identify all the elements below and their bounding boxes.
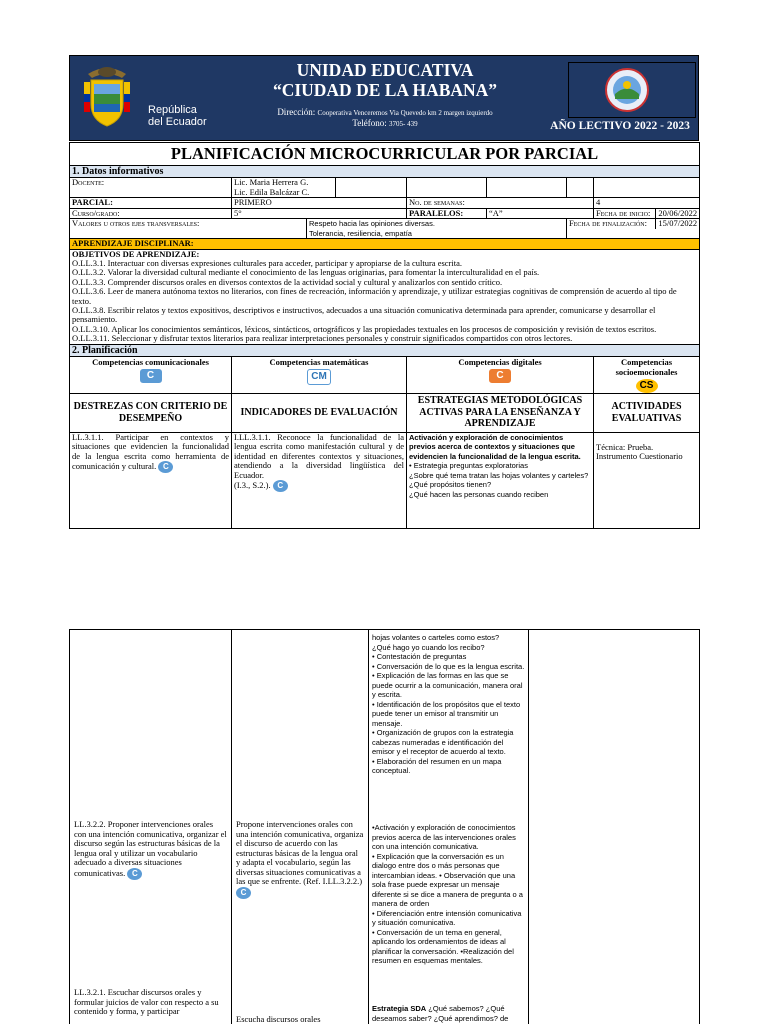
- semanas-value: 4: [594, 198, 700, 209]
- objetivo-item: O.LL.3.2. Valorar la diversidad cultural mediante el conocimiento de las lenguas originarias, para fomentar la interculturalidad en el país.: [72, 267, 540, 278]
- destrezas-column: [70, 630, 232, 1025]
- empty-cell: [487, 178, 567, 198]
- parcial-value: PRIMERO: [232, 198, 407, 209]
- valores-label: Valores u otros ejes transversales:: [70, 219, 307, 239]
- fecha-fin-value: 15/07/2022: [658, 218, 698, 228]
- fecha-fin-cell: [567, 219, 700, 239]
- fecha-inicio-value: 20/06/2022: [658, 207, 698, 218]
- docente-label: Docente:: [70, 178, 232, 198]
- competencia-c-icon: C: [127, 868, 142, 880]
- objetivo-item: O.LL.3.3. Comprender discursos orales en diversos contextos de la actividad social y cultural y analizarlos con sentido crítico.: [72, 276, 503, 287]
- actividades-column: [529, 630, 700, 1025]
- competencia-c-icon: C: [158, 461, 173, 473]
- fecha-inicio-cell: [594, 208, 700, 219]
- section-planificacion: 2. Planificación: [70, 344, 700, 356]
- school-year: AÑO LECTIVO 2022 - 2023: [550, 120, 690, 132]
- indicador-cell: I.LL.3.1.1. Reconoce la funcionalidad de la lengua escrita como manifestación cultural y de identidad en diferentes contextos y situaciones, atendiendo a la diversidad lingüística del Ecuador. (I.3., S.2.). C: [232, 432, 407, 528]
- plan-title: PLANIFICACIÓN MICROCURRICULAR POR PARCIAL: [70, 143, 700, 166]
- objetivo-item: O.LL.3.8. Escribir relatos y textos expositivos, descriptivos e instructivos, adecuados a una situación comunicativa determinada para aprender, comunicarse y desarrollar el pensamiento.: [72, 304, 656, 325]
- estrategias-cell: •Activación y exploración de conocimientos previos acerca de las intervenciones orales con una intención comunicativa. • Explicación que la conversación es un dialogo entre dos o más personas que intercambian ideas. • Observación que una sola frase puede expresar un mensaje diferente si se dice a manera de pregunta o a manera de orden • Diferenciación entre intensión comunicativa y situación comunicativa. • Conversación de un tema en general, aplicando los ordenamientos de ideas al planificar la conversación. •Realización del resumen en esquemas mentales.: [372, 823, 523, 965]
- header-estrategias: ESTRATEGIAS METODOLÓGICAS ACTIVAS PARA LA ENSEÑANZA Y APRENDIZAJE: [407, 393, 594, 432]
- competencia-cs-icon: CS: [636, 379, 658, 393]
- empty-cell: [594, 178, 700, 198]
- estrategias-cell: Activación y exploración de conocimientos previos acerca de contextos y situaciones que evidencien la funcionalidad de la lengua escrita. • Estrategia preguntas exploratorias ¿Sobre qué tema tratan las hojas volantes y carteles? ¿Qué propósitos tienen? ¿Qué hacen las personas cuando reciben: [407, 432, 594, 528]
- paralelos-label: PARALELOS:: [407, 208, 487, 219]
- planning-table-continued: [69, 629, 700, 1024]
- competencia-comunicacional: Competencias comunicacionales C: [70, 356, 232, 393]
- curso-label: Curso/grado:: [70, 208, 232, 219]
- school-name: UNIDAD EDUCATIVA “CIUDAD DE LA HABANA”: [272, 60, 498, 100]
- ecuador-coat-of-arms-icon: [82, 64, 132, 128]
- fecha-inicio-label: Fecha de inicio:: [594, 209, 656, 219]
- objetivo-item: O.LL.3.1. Interactuar con diversas expresiones culturales para acceder, participar y apropiarse de la cultura escrita.: [72, 257, 462, 268]
- valores-value: Respeto hacia las opiniones diversas. Tolerancia, resiliencia, empatía: [307, 219, 567, 239]
- destreza-cell: LL.3.1.1. Participar en contextos y situaciones que evidencien la funcionalidad de la lengua escrita como herramienta de comunicación y cultural. C: [70, 432, 232, 528]
- competencia-c-icon: C: [273, 480, 288, 492]
- competencia-c-icon: C: [140, 369, 162, 383]
- destreza-cell: LL.3.2.2. Proponer intervenciones orales con una intención comunicativa, organizar el discurso según las estructuras básicas de la lengua oral y utilizar un vocabulario adecuado a diversas situaciones comunicativas. C: [74, 819, 227, 878]
- section-datos-informativos: 1. Datos informativos: [70, 166, 700, 178]
- competencia-digital: Competencias digitales C: [407, 356, 594, 393]
- actividades-cell: Técnica: Prueba. Instrumento Cuestionario: [594, 432, 700, 528]
- competencia-cm-icon: CM: [307, 369, 331, 385]
- competencia-socioemocional: Competencias socioemocionales CS: [594, 356, 700, 393]
- school-address: Dirección: Cooperativa Venceremos Via Quevedo km 2 margen izquierdo Teléfono: 3705- 439: [277, 107, 493, 128]
- parcial-label: PARCIAL:: [70, 198, 232, 209]
- empty-cell: [336, 178, 407, 198]
- planning-table: [69, 142, 700, 529]
- republica-del-ecuador-label: República del Ecuador: [148, 104, 207, 128]
- competencia-matematica: Competencias matemáticas CM: [232, 356, 407, 393]
- objetivo-item: O.LL.3.6. Leer de manera autónoma textos no literarios, con fines de recreación, información y aprendizaje, y utilizar estrategias cognitivas de comprensión de acuerdo al tipo de texto.: [72, 286, 677, 306]
- indicadores-column: [232, 630, 369, 1025]
- header-actividades: ACTIVIDADES EVALUATIVAS: [594, 393, 700, 432]
- destreza-cell: LL.3.2.1. Escuchar discursos orales y formular juicios de valor con respecto a su contenido y forma, y participar: [74, 987, 219, 1016]
- fecha-fin-label: Fecha de finalización:: [567, 219, 656, 229]
- empty-cell: [567, 178, 594, 198]
- empty-cell: [407, 178, 487, 198]
- paralelos-value: “A”: [487, 208, 594, 219]
- school-header: [69, 55, 699, 141]
- estrategias-column: [369, 630, 529, 1025]
- docente-value: Lic. Maria Herrera G. Lic. Edila Balcázar C.: [232, 178, 336, 198]
- objetivo-item: O.LL.3.11. Seleccionar y disfrutar textos literarios para realizar interpretaciones personales y construir significados compartidos con otros lectores.: [72, 333, 573, 344]
- estrategias-cell: Estrategia SDA ¿Qué sabemos? ¿Qué deseamos saber? ¿Qué aprendimos? de: [372, 1004, 509, 1023]
- semanas-label: No. de semanas:: [407, 198, 594, 209]
- objetivos-list: [70, 249, 700, 344]
- header-indicadores: INDICADORES DE EVALUACIÓN: [232, 393, 407, 432]
- indicador-cell: Propone intervenciones orales con una intención comunicativa, organiza el discurso de acuerdo con las estructuras básicas de la lengua oral y adapta el vocabulario, según las diversas situaciones comunicativas a las que se enfrente. (Ref. I.LL.3.2.2.) C: [236, 819, 364, 897]
- objetivos-label: OBJETIVOS DE APRENDIZAJE:: [72, 248, 200, 259]
- curso-value: 5°: [232, 208, 407, 219]
- objetivo-item: O.LL.3.10. Aplicar los conocimientos semánticos, léxicos, sintácticos, ortográficos y las propiedades textuales en los procesos de composición y revisión de textos escritos.: [72, 323, 657, 334]
- competencia-c-icon: C: [236, 887, 251, 899]
- school-logo: [568, 62, 696, 118]
- school-seal-icon: [569, 63, 695, 117]
- aprendizaje-disciplinar-label: APRENDIZAJE DISCIPLINAR:: [70, 239, 700, 250]
- competencia-cd-icon: C: [489, 369, 511, 383]
- estrategias-cell: hojas volantes o carteles como estos? ¿Qué hago yo cuando los recibo? • Contestación de preguntas • Conversación de lo que es la lengua escrita. • Explicación de las formas en las que se puede ocurrir a la comunicación, manera oral y escrita. • Identificación de los propósitos que el texto puede tener un emisor al transmitir un mensaje. • Organización de grupos con la estrategia cabezas numeradas e identificación del emisor y el receptor de acuerdo al texto. • Elaboración del resumen en un mapa conceptual.: [372, 633, 525, 775]
- indicador-cell: Escucha discursos orales: [236, 1014, 321, 1024]
- header-destrezas: DESTREZAS CON CRITERIO DE DESEMPEÑO: [70, 393, 232, 432]
